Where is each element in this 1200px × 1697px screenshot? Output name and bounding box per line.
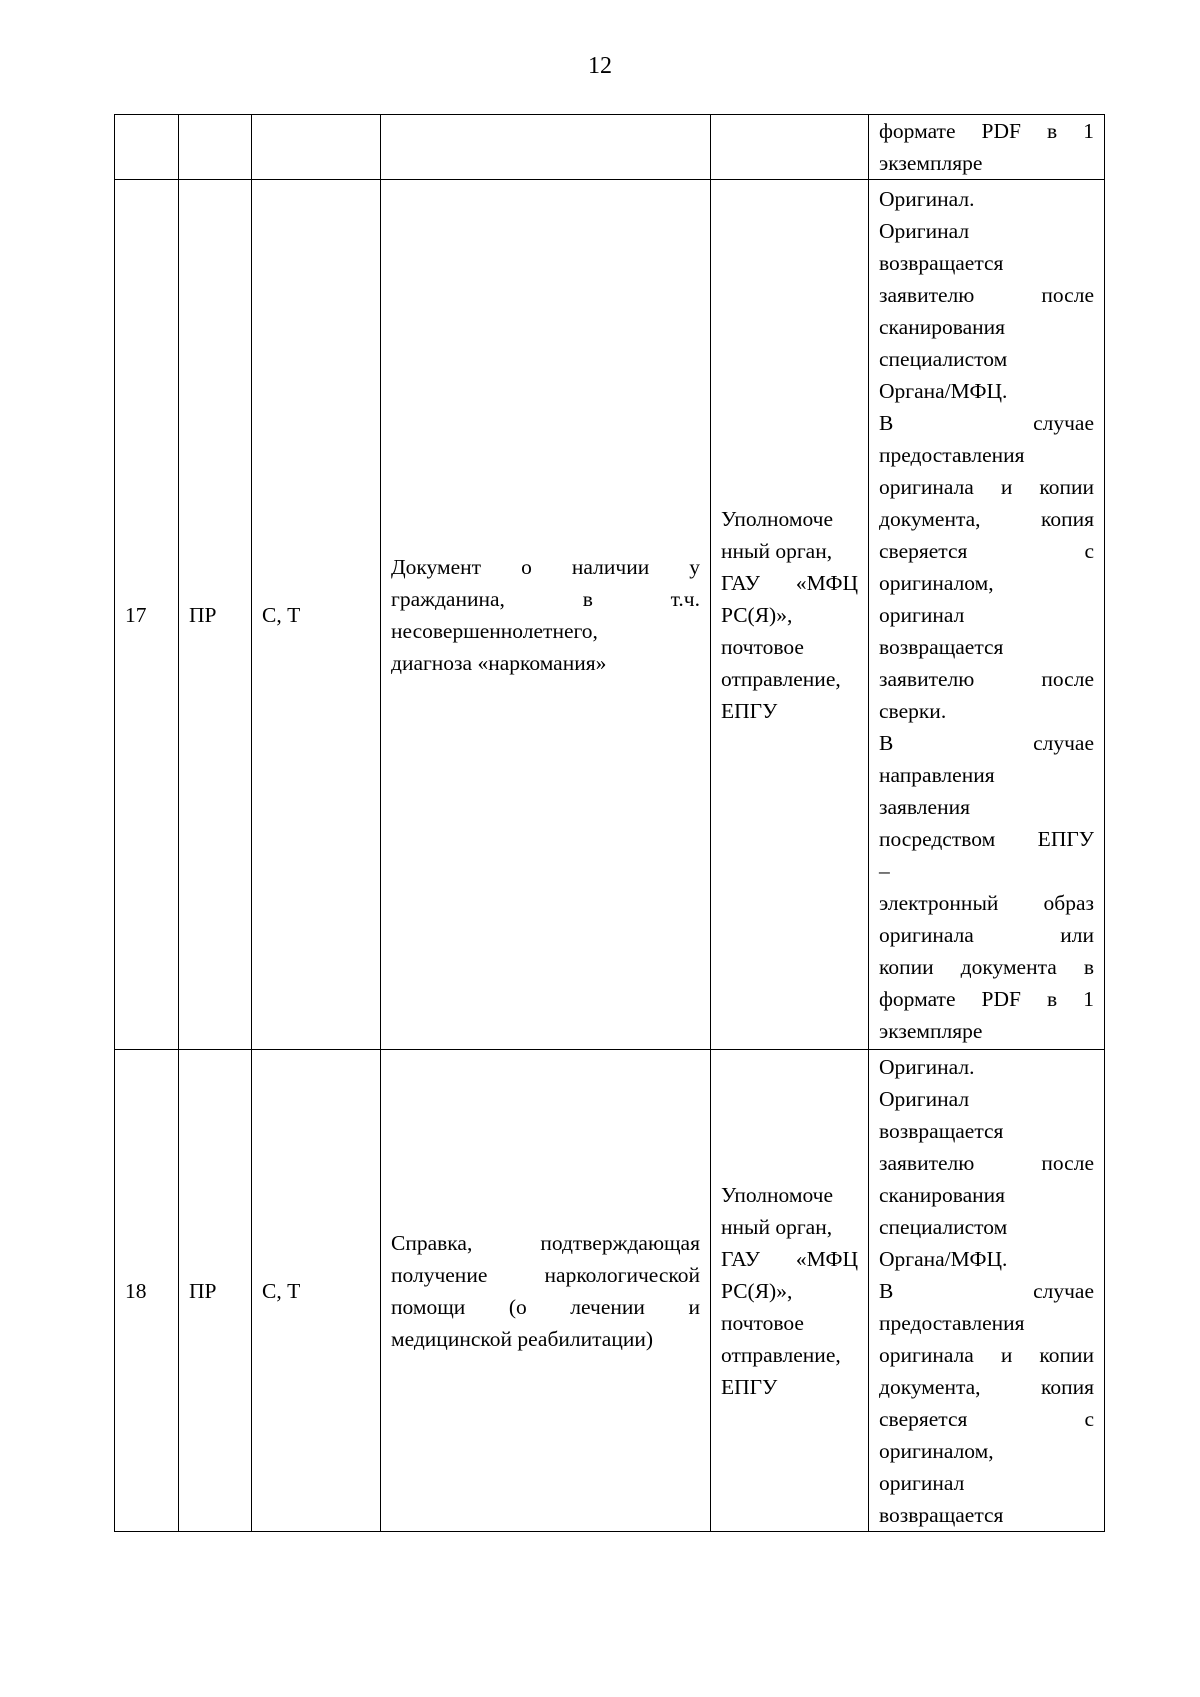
cell-text-line: документа, копия — [879, 506, 1094, 531]
notes-cell — [869, 1050, 1105, 1532]
cell-text-line: Документ о наличии у — [391, 554, 700, 579]
cell-text-line: предоставления — [879, 1310, 1025, 1335]
document-name-cell — [381, 180, 711, 1050]
cell-text-line: помощи (о лечении и — [391, 1294, 700, 1319]
requirement-type-cell: ПР — [179, 1050, 252, 1532]
submission-form-cell: С, Т — [252, 180, 381, 1050]
page-number: 12 — [588, 53, 612, 79]
cell-text-line: Уполномоче — [721, 506, 834, 531]
cell-text-line: Оригинал — [879, 1086, 970, 1111]
cell-text-line: оригинала или — [879, 922, 1094, 947]
notes-cell — [869, 180, 1105, 1050]
cell-text-line: заявителю после — [879, 666, 1094, 691]
cell-text-line: Уполномоче — [721, 1182, 834, 1207]
cell-text-line: ГАУ «МФЦ — [721, 1246, 858, 1271]
documents-table — [114, 114, 1105, 1532]
document-name-cell — [381, 115, 711, 180]
row-number-cell — [115, 115, 179, 180]
submission-method-cell — [711, 1050, 869, 1532]
cell-text-line: Органа/МФЦ. — [879, 1246, 1008, 1271]
cell-text-line: сверки. — [879, 698, 947, 723]
cell-text-line: электронный образ — [879, 890, 1094, 915]
cell-text-line: почтовое — [721, 634, 804, 659]
cell-text-line: В случае — [879, 410, 1094, 435]
submission-method-cell — [711, 115, 869, 180]
table-row — [115, 180, 1105, 1050]
cell-text-line: оригинал — [879, 602, 965, 627]
cell-text-line: – — [879, 858, 890, 883]
cell-text-line: гражданина, в т.ч. — [391, 586, 700, 611]
row-number-cell: 18 — [115, 1050, 179, 1532]
cell-text-line: направления — [879, 762, 995, 787]
cell-text-line: получение наркологической — [391, 1262, 700, 1287]
cell-text-line: заявителю после — [879, 1150, 1094, 1175]
cell-text-line: экземпляре — [879, 1018, 983, 1043]
cell-text-line: Справка, подтверждающая — [391, 1230, 700, 1255]
cell-text-line: формате PDF в 1 — [879, 119, 1094, 143]
submission-form-cell: С, Т — [252, 1050, 381, 1532]
cell-text-line: документа, копия — [879, 1374, 1094, 1399]
cell-text-line: РС(Я)», — [721, 602, 793, 627]
cell-text-line: диагноза «наркомания» — [391, 650, 607, 675]
requirement-type-cell — [179, 115, 252, 180]
cell-text-line: возвращается — [879, 250, 1004, 275]
cell-text-line: заявления — [879, 794, 970, 819]
cell-text-line: отправление, — [721, 1342, 841, 1367]
document-name-cell — [381, 1050, 711, 1532]
table-row — [115, 115, 1105, 180]
cell-text-line: оригинала и копии — [879, 474, 1094, 499]
cell-text-line: нный орган, — [721, 1214, 833, 1239]
cell-text-line: ЕПГУ — [721, 698, 778, 723]
cell-text-line: формате PDF в 1 — [879, 986, 1094, 1011]
cell-text-line: посредством ЕПГУ — [879, 826, 1094, 851]
cell-text-line: отправление, — [721, 666, 841, 691]
cell-text-line: сверяется с — [879, 1406, 1094, 1431]
table-row — [115, 1050, 1105, 1532]
cell-text-line: ЕПГУ — [721, 1374, 778, 1399]
submission-method-cell — [711, 180, 869, 1050]
cell-text-line: специалистом — [879, 346, 1008, 371]
cell-text-line: оригинал — [879, 1470, 965, 1495]
cell-text-line: экземпляре — [879, 151, 983, 175]
cell-text-line: несовершеннолетнего, — [391, 618, 598, 643]
row-number-cell: 17 — [115, 180, 179, 1050]
cell-text-line: В случае — [879, 1278, 1094, 1303]
requirement-type-cell: ПР — [179, 180, 252, 1050]
cell-text-line: возвращается — [879, 1502, 1004, 1527]
cell-text-line: сканирования — [879, 314, 1006, 339]
cell-text-line: возвращается — [879, 634, 1004, 659]
cell-text-line: Оригинал. — [879, 186, 975, 211]
cell-text-line: сверяется с — [879, 538, 1094, 563]
cell-text-line: почтовое — [721, 1310, 804, 1335]
cell-text-line: Оригинал. — [879, 1054, 975, 1079]
cell-text-line: Оригинал — [879, 218, 970, 243]
cell-text-line: сканирования — [879, 1182, 1006, 1207]
notes-cell — [869, 115, 1105, 180]
cell-text-line: оригинала и копии — [879, 1342, 1094, 1367]
cell-text-line: В случае — [879, 730, 1094, 755]
cell-text-line: нный орган, — [721, 538, 833, 563]
cell-text-line: ГАУ «МФЦ — [721, 570, 858, 595]
cell-text-line: специалистом — [879, 1214, 1008, 1239]
cell-text-line: возвращается — [879, 1118, 1004, 1143]
cell-text-line: оригиналом, — [879, 1438, 994, 1463]
cell-text-line: медицинской реабилитации) — [391, 1326, 654, 1351]
cell-text-line: копии документа в — [879, 954, 1094, 979]
cell-text-line: Органа/МФЦ. — [879, 378, 1008, 403]
cell-text-line: оригиналом, — [879, 570, 994, 595]
cell-text-line: заявителю после — [879, 282, 1094, 307]
submission-form-cell — [252, 115, 381, 180]
cell-text-line: предоставления — [879, 442, 1025, 467]
cell-text-line: РС(Я)», — [721, 1278, 793, 1303]
